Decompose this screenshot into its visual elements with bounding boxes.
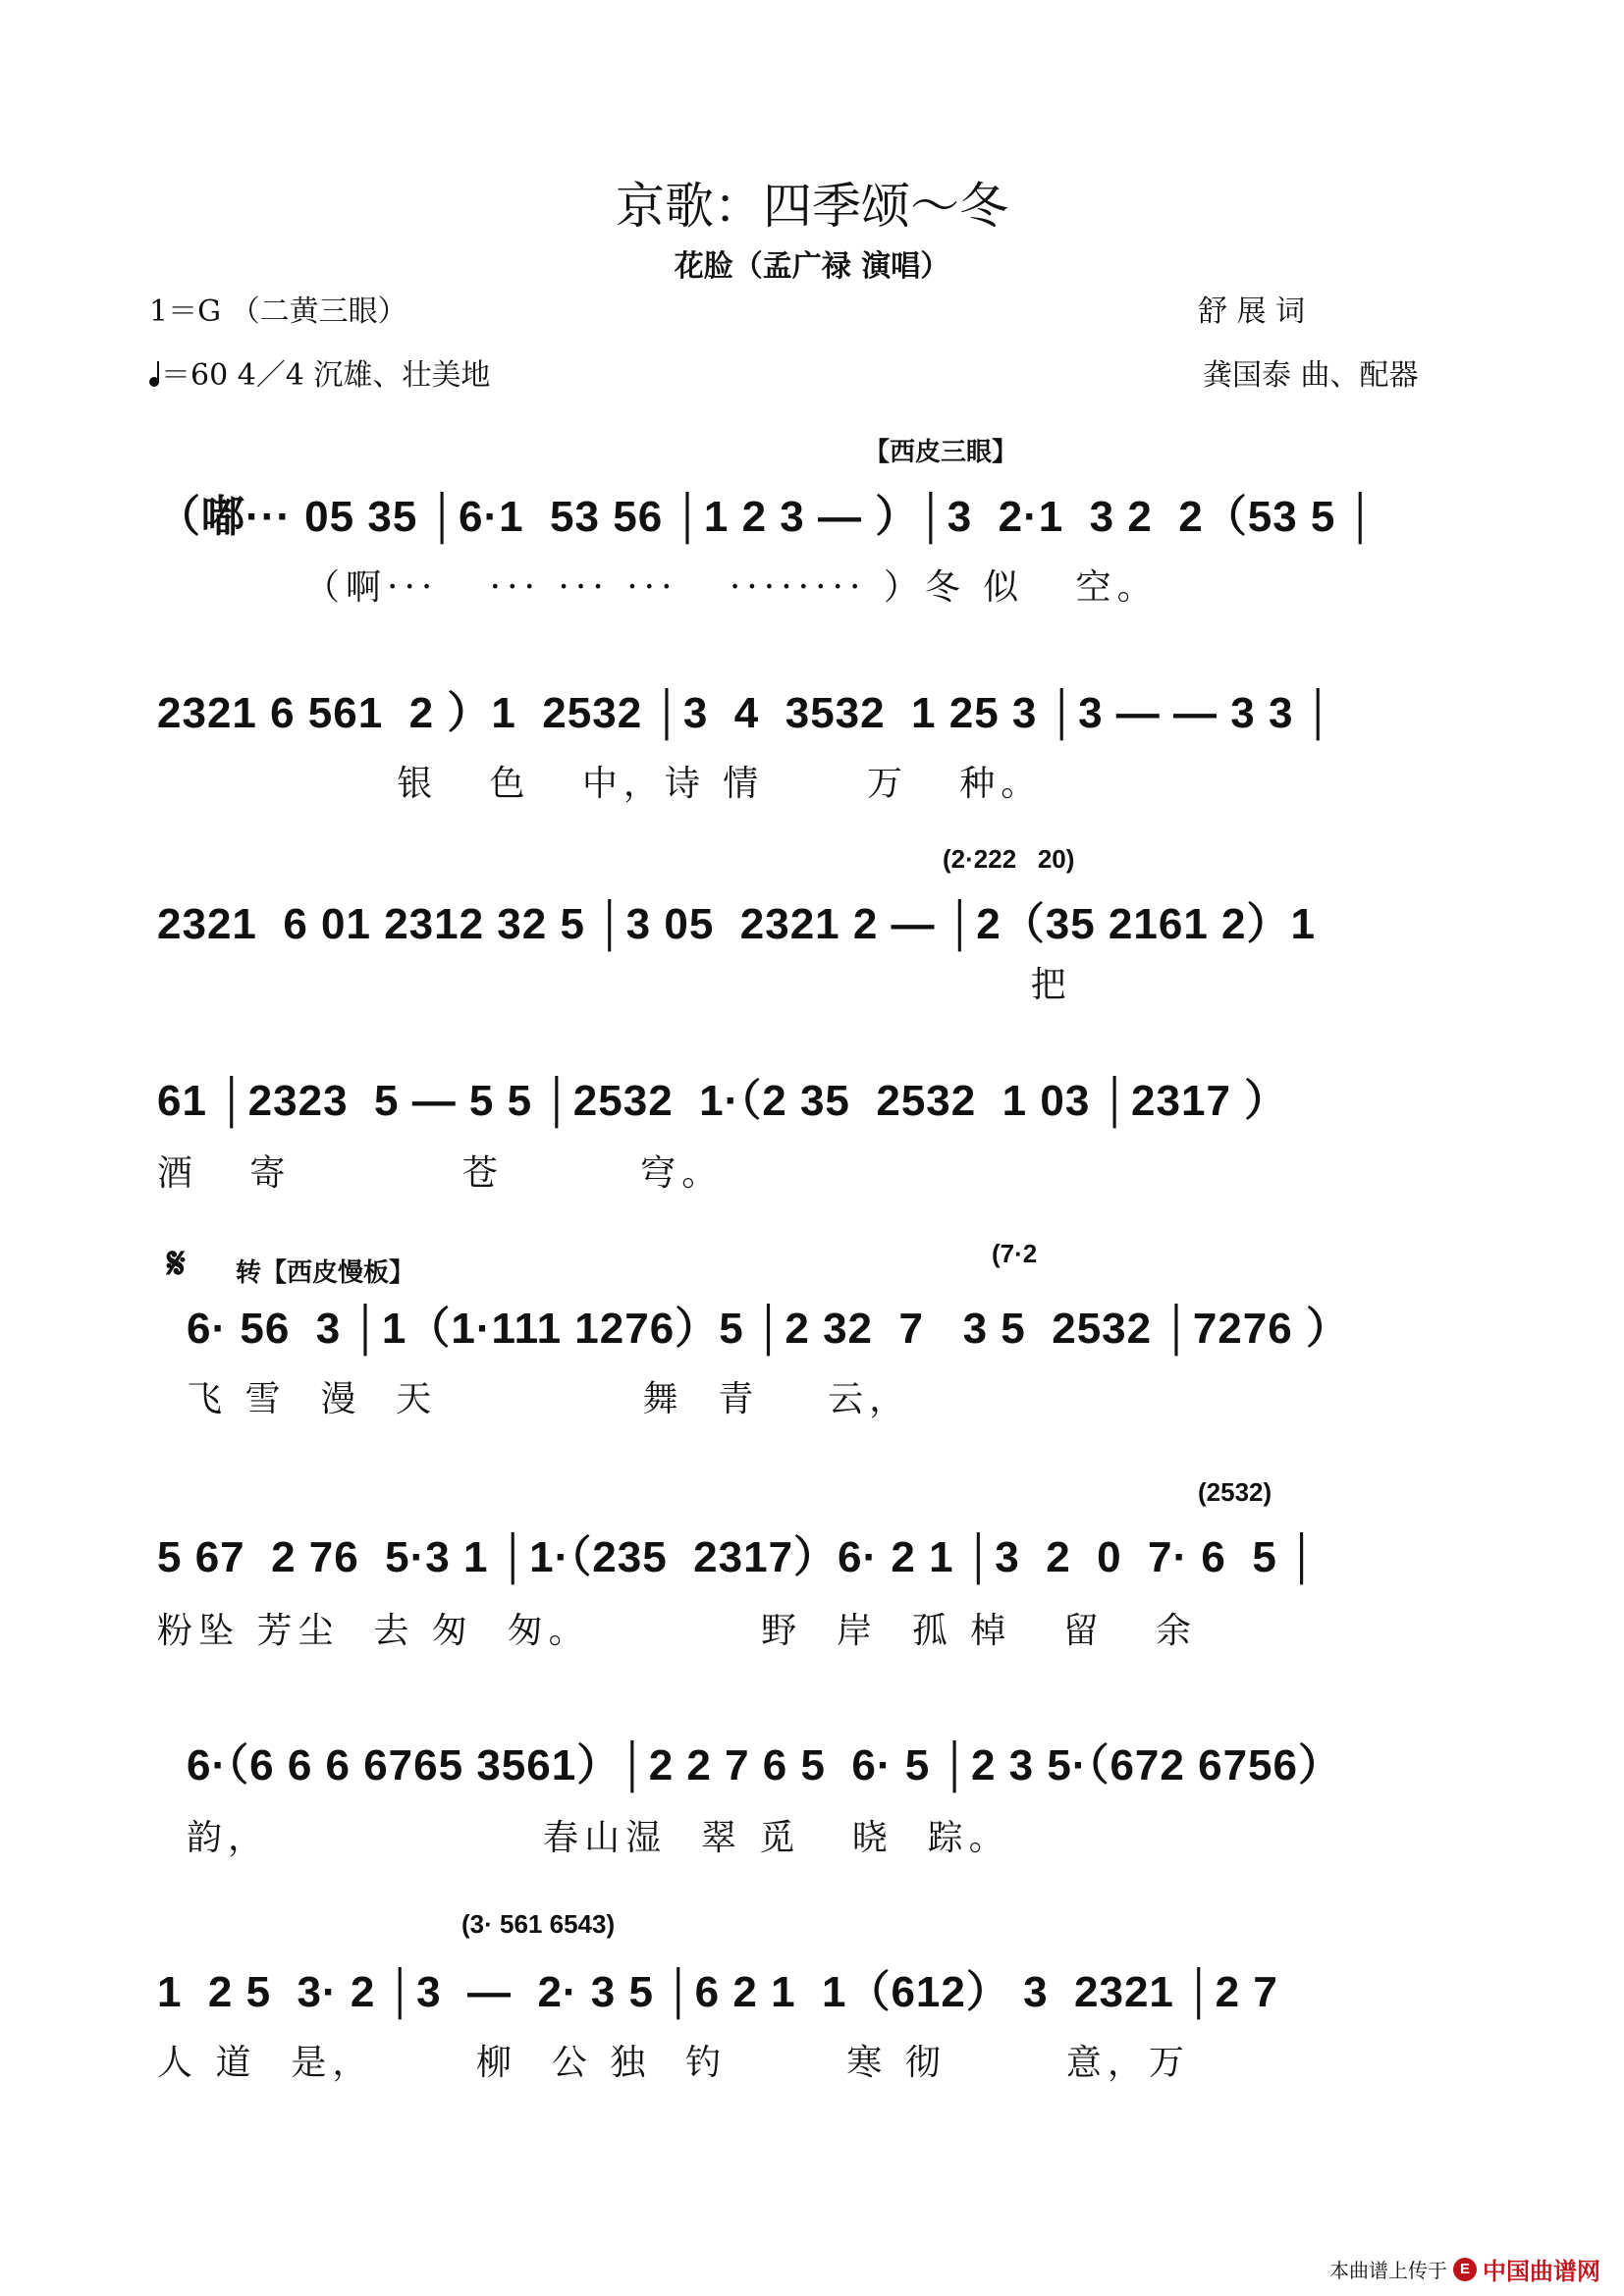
- composer-credit: 龚国泰 曲、配器: [1203, 358, 1419, 393]
- lyrics: 飞 雪 漫 天 舞 青 云，: [187, 1379, 911, 1419]
- footer: [1329, 2252, 1600, 2286]
- quarter-note-icon: [149, 377, 159, 387]
- score-title: 京歌：四季颂～冬: [616, 178, 1008, 235]
- lyrics: （啊··· ··· ··· ··· ········ ）冬 似 空。: [304, 567, 1159, 608]
- upload-note: 本曲谱上传于: [1329, 2259, 1447, 2282]
- jianpu-notes: 2321 6 01 2312 32 5 │3 05 2321 2 — │2（35 2161 2）1: [157, 900, 1316, 948]
- jianpu-notes: 2321 6 561 2 ）1 2532 │3 4 3532 1 25 3 │3 — — 3 3 │: [157, 689, 1335, 737]
- ornament-annotation: (3· 561 6543): [461, 1909, 616, 1939]
- ornament-annotation: (7·2: [992, 1239, 1038, 1268]
- segno-icon: 𝄋: [167, 1239, 186, 1289]
- lyrics: 粉坠 芳尘 去 匆 匆。 野 岸 孤 棹 留 余: [157, 1611, 1197, 1651]
- ornament-annotation: (2·222 20): [943, 844, 1075, 874]
- bracket-annotation: 转【西皮慢板】: [236, 1257, 415, 1287]
- jianpu-notes: 5 67 2 76 5·3 1 │1·（235 2317）6· 2 1 │3 2 0 7· 6 5 │: [157, 1533, 1319, 1581]
- jianpu-notes: 61 │2323 5 — 5 5 │2532 1·（2 35 2532 1 03 │2317 ）: [157, 1077, 1289, 1125]
- lyrics: 韵， 春山湿 翠 觅 晓 踪。: [187, 1818, 1010, 1858]
- ornament-annotation: (2532): [1198, 1477, 1272, 1507]
- site-logo-text[interactable]: 中国曲谱网: [1483, 2258, 1600, 2285]
- key-signature: 1＝G （二黄三眼）: [149, 294, 407, 329]
- score-subtitle: 花脸（孟广禄 演唱）: [674, 249, 950, 284]
- lyrics: 把: [157, 965, 1072, 1005]
- jianpu-notes: （嘟··· 05 35 │6·1 53 56 │1 2 3 — ）│3 2·1 3 2 2（53 5 │: [157, 493, 1378, 541]
- bracket-annotation: 【西皮三眼】: [864, 437, 1018, 466]
- lyricist-credit: 舒 展 词: [1198, 294, 1306, 329]
- jianpu-notes: 6·（6 6 6 6765 3561）│2 2 7 6 5 6· 5 │2 3 5·（672 6756）: [187, 1741, 1342, 1789]
- jianpu-notes: 6· 56 3 │1（1·111 1276）5 │2 32 7 3 5 2532 │7276 ）: [187, 1305, 1350, 1353]
- lyrics: 银 色 中，诗 情 万 种。: [157, 764, 1043, 804]
- jianpu-notes: 1 2 5 3· 2 │3 — 2· 3 5 │6 2 1 1（612） 3 2321 │2 7: [157, 1968, 1278, 2016]
- lyrics: 酒 寄 苍 穹。: [157, 1153, 724, 1194]
- site-logo-icon: E: [1453, 2258, 1477, 2281]
- lyrics: 人 道 是， 柳 公 独 钓 寒 彻 意，万: [157, 2043, 1190, 2083]
- tempo-text: ＝60 4／4 沉雄、壮美地: [161, 358, 491, 393]
- tempo-marking: [149, 350, 490, 394]
